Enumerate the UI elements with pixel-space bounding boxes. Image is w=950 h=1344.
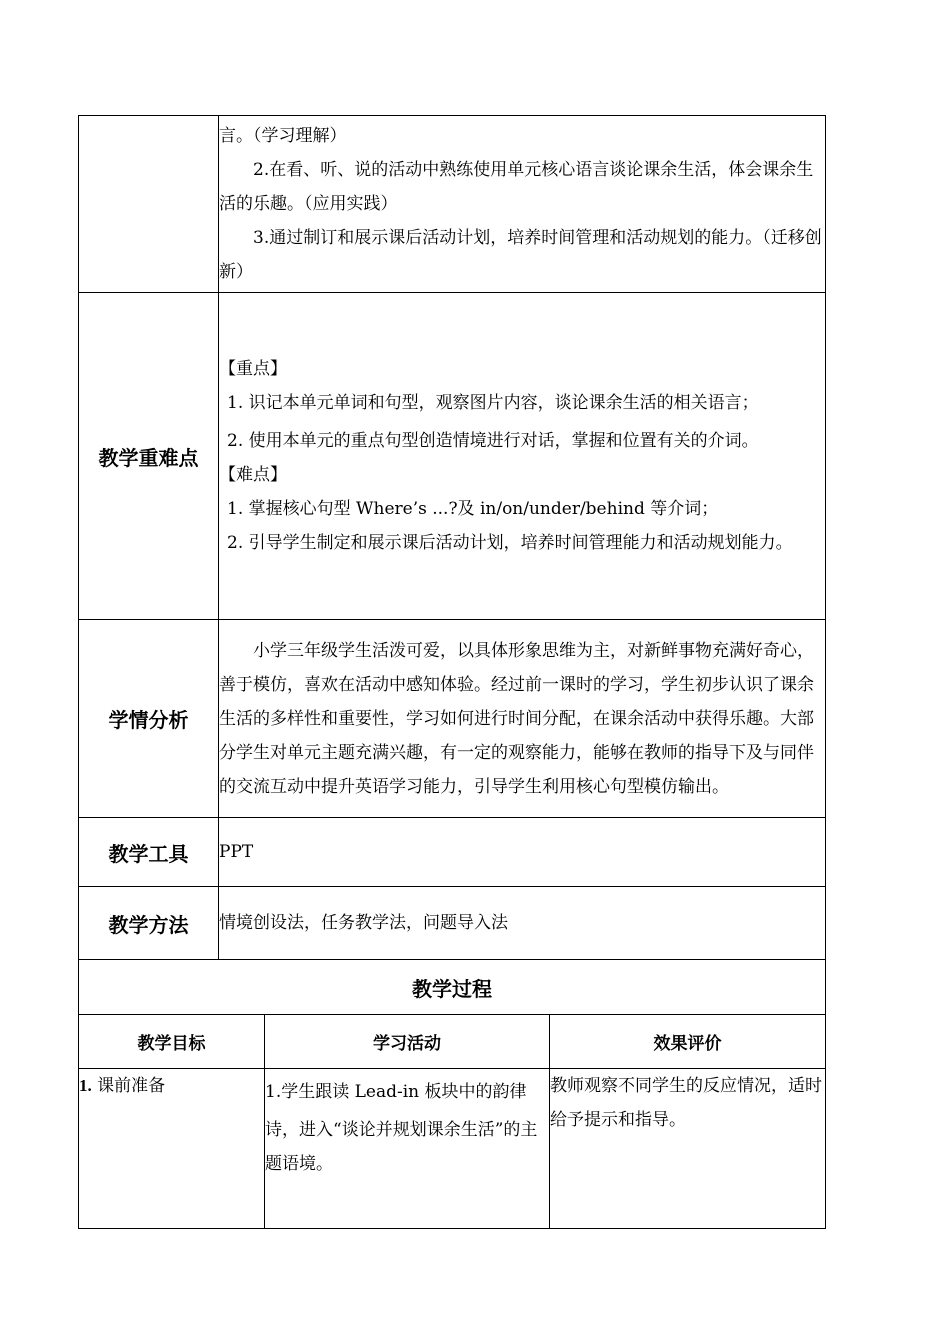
analysis-text: 小学三年级学生活泼可爱，以具体形象思维为主，对新鲜事物充满好奇心，善于模仿，喜欢在活动中感知体验。经过前一课时的学习，学生初步认识了课余生活的多样性和重要性，学习如何进行时间分配，在课余活动中获得乐趣。大部分学生对单元主题充满兴趣，有一定的观察能力，能够在教师的指导下及与同伴的交流互动中提升英语学习能力，引导学生利用核心句型模仿输出。 (219, 640, 814, 797)
process-title: 教学过程 (79, 960, 826, 1015)
header-evaluation: 效果评价 (550, 1015, 826, 1069)
goal-cell (79, 1069, 265, 1229)
activity-line-b: 诗，进入“谈论并规划课余生活”的主题语境。 (265, 1120, 538, 1174)
analysis-row (79, 620, 826, 818)
methods-row (79, 887, 826, 960)
objective-item-3: 3.通过制订和展示课后活动计划，培养时间管理和活动规划的能力。（迁移创新） (219, 228, 822, 282)
key-points-label: 教学重难点 (79, 293, 219, 620)
focus-item-1: 1. 识记本单元单词和句型，观察图片内容，谈论课余生活的相关语言； (227, 393, 759, 413)
objective-line-1: 言。（学习理解） (219, 126, 347, 146)
header-goal: 教学目标 (79, 1015, 265, 1069)
analysis-label: 学情分析 (79, 620, 219, 818)
objectives-row (79, 116, 826, 293)
difficulty-title: 【难点】 (219, 465, 287, 485)
header-activity: 学习活动 (265, 1015, 550, 1069)
difficulty-item-2: 2. 引导学生制定和展示课后活动计划，培养时间管理能力和活动规划能力。 (227, 533, 793, 553)
focus-item-2: 2. 使用本单元的重点句型创造情境进行对话，掌握和位置有关的介词。 (227, 431, 759, 451)
tools-row (79, 818, 826, 887)
focus-title: 【重点】 (219, 359, 287, 379)
activity-cell (265, 1069, 550, 1229)
process-header-row (79, 1015, 826, 1069)
goal-text: 课前准备 (97, 1076, 166, 1096)
key-points-content (219, 293, 826, 620)
analysis-content (219, 620, 826, 818)
tools-value: PPT (219, 818, 826, 887)
objectives-content (219, 116, 826, 293)
process-row-1 (79, 1069, 826, 1229)
goal-number: 1. (79, 1076, 92, 1095)
tools-label: 教学工具 (79, 818, 219, 887)
activity-line-a: 1.学生跟读 Lead-in 板块中的韵律 (265, 1082, 527, 1102)
lesson-plan-table (78, 115, 826, 1229)
objective-item-2: 2.在看、听、说的活动中熟练使用单元核心语言谈论课余生活，体会课余生活的乐趣。（应用实践） (219, 160, 814, 214)
objectives-label-cell (79, 116, 219, 293)
methods-label: 教学方法 (79, 887, 219, 960)
process-title-row (79, 960, 826, 1015)
difficulty-item-1: 1. 掌握核心句型 Where’s ...?及 in/on/under/behind 等介词； (227, 499, 719, 519)
methods-value: 情境创设法，任务教学法，问题导入法 (219, 887, 826, 960)
key-points-row (79, 293, 826, 620)
evaluation-cell: 教师观察不同学生的反应情况，适时给予提示和指导。 (550, 1069, 826, 1229)
